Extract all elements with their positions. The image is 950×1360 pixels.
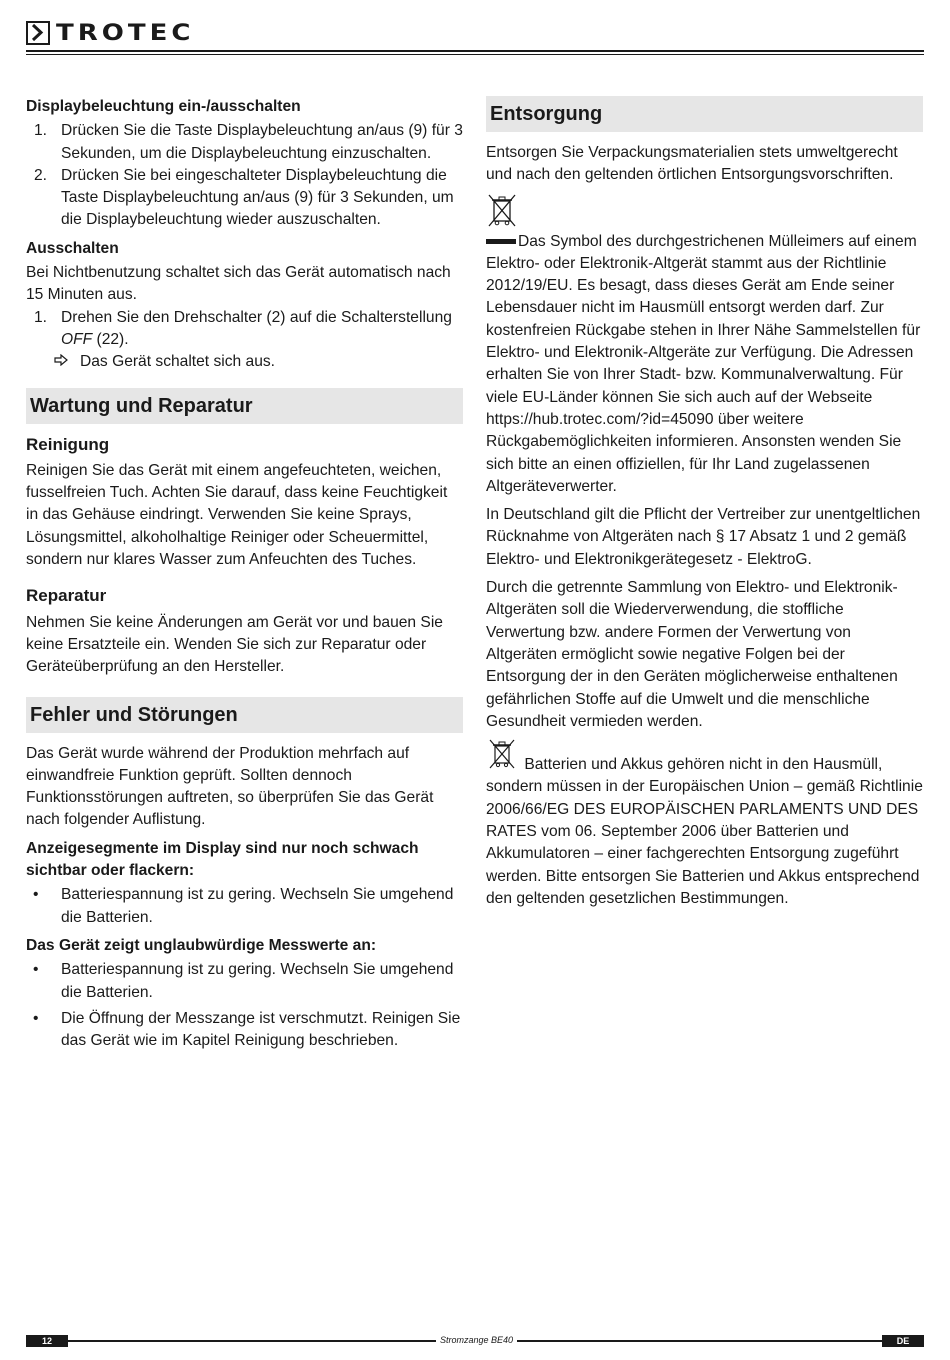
list-item xyxy=(26,959,463,1004)
step-text: Drücken Sie bei eingeschalteter Displaybeleuchtung die Taste Displaybeleuchtung an/aus (9) für 3 Sekunden, um die Displaybeleuchtung wieder auszuschalten. xyxy=(61,166,454,229)
crossed-bin-icon xyxy=(486,193,522,231)
step-result xyxy=(26,351,463,373)
entsorgung-p3: In Deutschland gilt die Pflicht der Vertreiber zur unentgeltlichen Rücknahme von Altgeräten nach § 17 Absatz 1 und 2 gemäß Elektro- und Elektronikgerätegesetz - ElektroG. xyxy=(486,506,921,568)
bullet-icon: • xyxy=(33,1009,39,1027)
switch-position: OFF xyxy=(61,330,93,348)
reparatur-text: Nehmen Sie keine Änderungen am Gerät vor und bauen Sie keine Ersatzteile ein. Wenden Sie sich zur Reparatur oder Geräteüberprüfung an den Hersteller. xyxy=(26,613,443,676)
entsorgung-p2 xyxy=(486,231,923,499)
ausschalten-steps xyxy=(26,307,463,352)
step-number: 2. xyxy=(34,166,48,184)
list-item xyxy=(26,120,463,165)
battery-bin-icon xyxy=(486,739,520,776)
document-name: Stromzange BE40 xyxy=(436,1334,517,1347)
step-number: 1. xyxy=(34,308,48,326)
brand-name: TROTEC xyxy=(56,20,195,46)
item-text: Die Öffnung der Messzange ist verschmutzt. Reinigen Sie das Gerät wie im Kapitel Reinigung beschrieben. xyxy=(61,1009,461,1050)
display-heading: Displaybeleuchtung ein-/ausschalten xyxy=(26,98,301,115)
list-item xyxy=(26,1008,463,1053)
case2-list xyxy=(26,959,463,1052)
step-text: Drücken Sie die Taste Displaybeleuchtung an/aus (9) für 3 Sekunden, um die Displaybeleuchtung einzuschalten. xyxy=(61,122,463,162)
header-rule-thin xyxy=(26,54,924,55)
reinigung-heading: Reinigung xyxy=(26,434,110,454)
case1-list xyxy=(26,884,463,929)
item-text: Batteriespannung ist zu gering. Wechseln Sie umgehend die Batterien. xyxy=(61,886,454,926)
entsorgung-p1: Entsorgen Sie Verpackungsmaterialien stets umweltgerecht und nach den geltenden örtlichen Entsorgungsvorschriften. xyxy=(486,144,898,184)
bin-bar-icon xyxy=(486,239,516,244)
page-footer xyxy=(26,1335,924,1347)
result-arrow-icon xyxy=(54,351,68,373)
case2-heading: Das Gerät zeigt unglaubwürdige Messwerte an: xyxy=(26,936,377,954)
ausschalten-heading: Ausschalten xyxy=(26,239,119,257)
list-item xyxy=(26,884,463,929)
fehler-intro: Das Gerät wurde während der Produktion mehrfach auf einwandfreie Funktion geprüft. Sollten dennoch Funktionsstörungen auftreten, so überprüfen Sie das Gerät nach folgender Auflistung. xyxy=(26,744,434,829)
entsorgung-p2-text: Das Symbol des durchgestrichenen Mülleimers auf einem Elektro- oder Elektronik-Altgerät stammt aus der Richtlinie 2012/19/EU. Es besagt, dass dieses Gerät am Ende seiner Lebensdauer nicht im Hausmüll entsorgt werden darf. Zur kostenfreien Rückgabe stehen in Ihrer Nähe Sammelstellen für Elektro- und Elektronik-Altgeräte zur Verfügung. Die Adressen erhalten Sie von Ihrer Stadt- bzw. Kommunalverwaltung. Für viele EU-Länder können Sie sich auch auf der Webseite https://hub.trotec.com/?id=45090 über weitere Rückgabemöglichkeiten informieren. Ansonsten wenden Sie sich bitte an einen offiziellen, für Ihr Land zugelassenen Altgeräteverwerter. xyxy=(486,232,921,495)
bullet-icon: • xyxy=(33,886,39,904)
section-title-entsorgung: Entsorgung xyxy=(486,96,923,132)
entsorgung-p5-text: Batterien und Akkus gehören nicht in den Hausmüll, sondern müssen in der Europäischen Union – gemäß Richtlinie 2006/66/EG DES EUROPÄISCHEN PARLAMENTS UND DES RATES vom 06. September 2006 über Batterien und Akkumulatoren – einer fachgerechten Entsorgung zugeführt werden. Bitte entsorgen Sie Batterien und Akkus entsprechend den geltenden gesetzlichen Bestimmungen. xyxy=(486,756,923,907)
bullet-icon: • xyxy=(33,961,39,979)
chevron-right-icon xyxy=(26,21,50,45)
entsorgung-p4: Durch die getrennte Sammlung von Elektro- und Elektronik-Altgeräten soll die Wiederverwendung, die stoffliche Verwertung bzw. andere Formen der Verwertung von Altgeräten ermöglicht sowie negative Folgen bei der Entsorgung der in den Geräten möglicherweise enthaltenen gefährlichen Stoffe auf die Umwelt und die menschliche Gesundheit vermieden werden. xyxy=(486,579,898,730)
list-item xyxy=(26,307,463,352)
ausschalten-intro: Bei Nichtbenutzung schaltet sich das Gerät automatisch nach 15 Minuten aus. xyxy=(26,264,451,304)
left-column xyxy=(26,96,463,1058)
step-text-end: (22). xyxy=(92,330,129,348)
reinigung-text: Reinigen Sie das Gerät mit einem angefeuchteten, weichen, fusselfreien Tuch. Achten Sie darauf, dass keine Feuchtigkeit in das Gehäuse eindringt. Verwenden Sie keine Sprays, Lösungsmittel, alkoholhaltige Reiniger oder Scheuermittel, sondern nur klares Wasser zum Anfeuchten des Tuches. xyxy=(26,461,448,569)
right-column xyxy=(486,96,923,916)
result-text: Das Gerät schaltet sich aus. xyxy=(80,353,276,371)
item-text: Batteriespannung ist zu gering. Wechseln Sie umgehend die Batterien. xyxy=(61,961,454,1001)
page-number: 12 xyxy=(26,1335,68,1347)
section-title-wartung: Wartung und Reparatur xyxy=(26,388,463,424)
language-code: DE xyxy=(882,1335,924,1347)
entsorgung-p5 xyxy=(486,739,923,910)
display-steps xyxy=(26,120,463,231)
page-header xyxy=(26,20,924,56)
header-rule xyxy=(26,50,924,52)
list-item xyxy=(26,165,463,232)
case1-heading: Anzeigesegmente im Display sind nur noch schwach sichtbar oder flackern: xyxy=(26,839,419,880)
reparatur-heading: Reparatur xyxy=(26,586,107,606)
step-text: Drehen Sie den Drehschalter (2) auf die Schalterstellung xyxy=(61,308,452,326)
trotec-logo xyxy=(26,20,194,46)
step-number: 1. xyxy=(34,122,48,140)
section-title-fehler: Fehler und Störungen xyxy=(26,697,463,733)
